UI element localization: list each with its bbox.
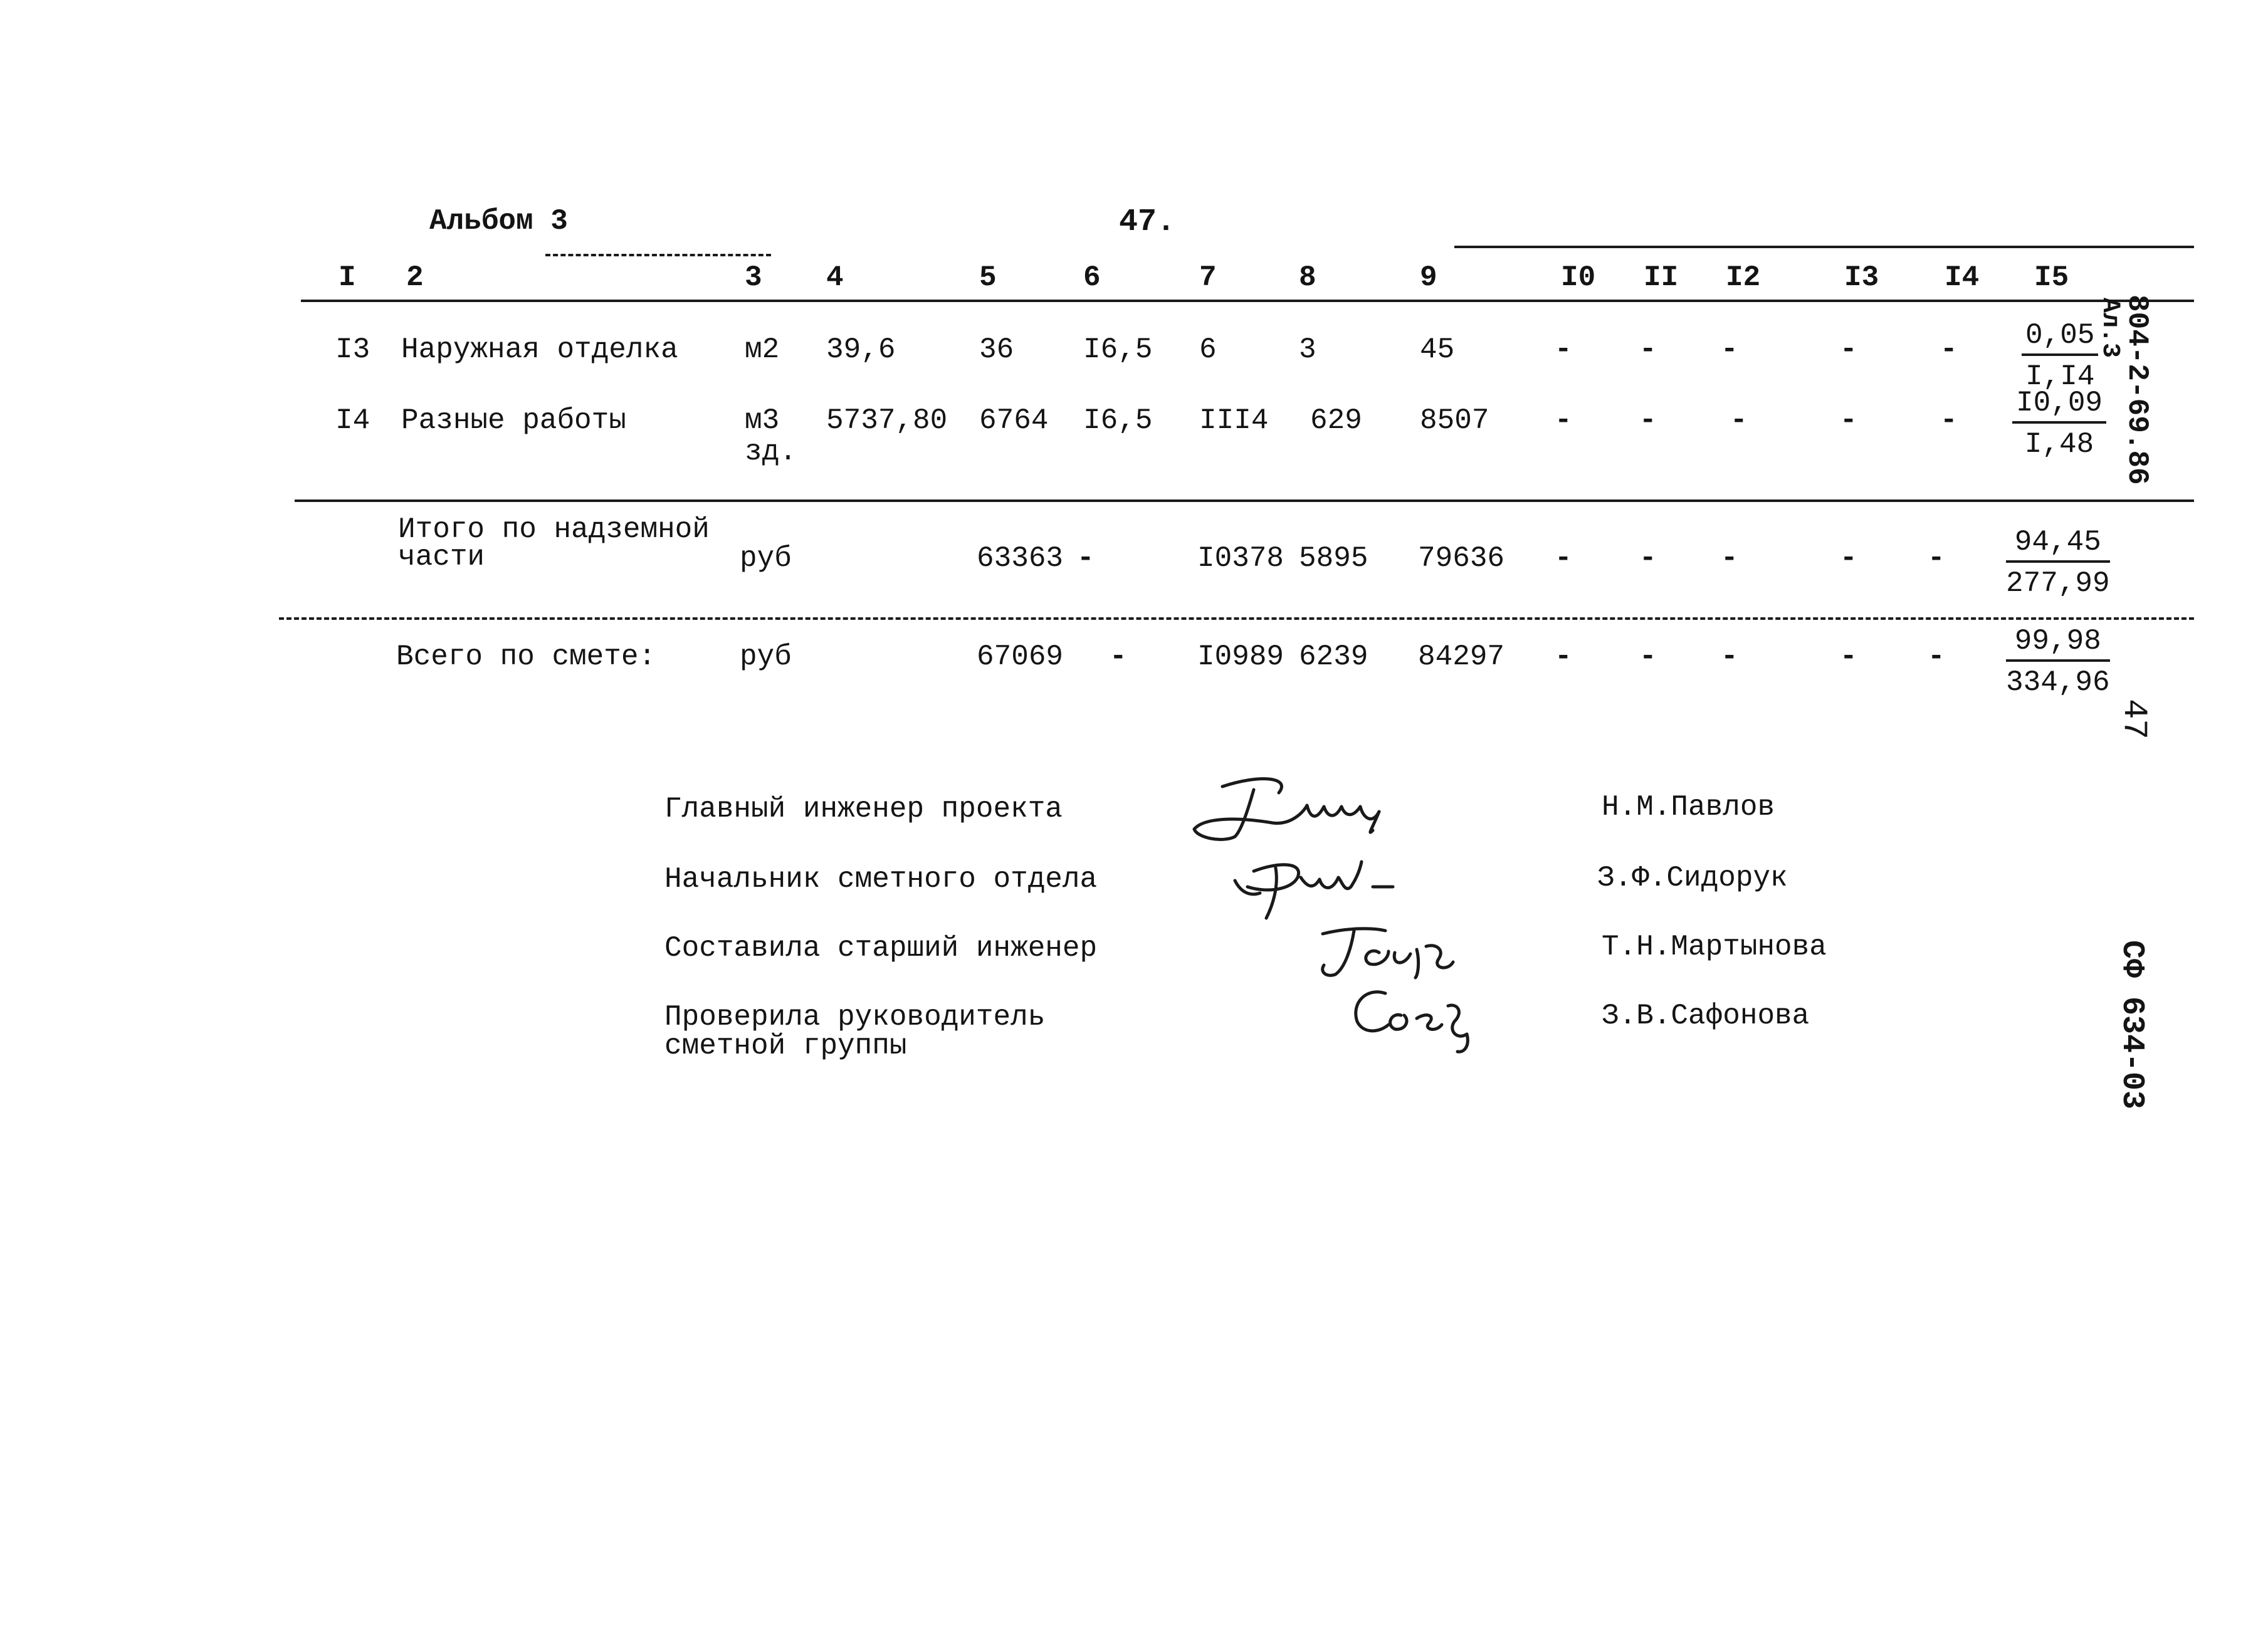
signatory-name: З.В.Сафонова: [1602, 1000, 1810, 1032]
row-name: Разные работы: [401, 404, 626, 437]
total-col13: -: [1840, 640, 1857, 673]
col-header-14: I4: [1945, 261, 1980, 294]
row-number: I3: [335, 333, 370, 366]
cell-col13: -: [1840, 404, 1857, 437]
col-header-13: I3: [1844, 261, 1879, 294]
handwritten-signature-3: [1310, 915, 1473, 984]
total-col7: I0989: [1197, 640, 1284, 673]
section-rule: [295, 499, 2194, 502]
col-header-2: 2: [406, 261, 424, 294]
cell-col11: -: [1639, 404, 1657, 437]
fraction-denominator: 277,99: [2006, 567, 2110, 600]
cell-col4: 39,6: [826, 333, 896, 366]
subtotal-col5: 63363: [977, 542, 1064, 575]
fraction-numerator: 94,45: [2006, 528, 2110, 563]
subtotal-col14: -: [1928, 542, 1945, 575]
header-top-rule: [1454, 246, 2194, 248]
col-header-9: 9: [1420, 261, 1437, 294]
total-col11: -: [1639, 640, 1657, 673]
col-header-12: I2: [1726, 261, 1761, 294]
col-header-11: II: [1644, 261, 1679, 294]
cell-col9: 8507: [1420, 404, 1489, 437]
total-col10: -: [1555, 640, 1572, 673]
cell-col11: -: [1639, 333, 1657, 366]
subtotal-col12: -: [1721, 542, 1738, 575]
subtotal-col9: 79636: [1418, 542, 1505, 575]
header-top-rule-dashed: [545, 254, 771, 256]
subtotal-label-line1: Итого по надземной: [398, 513, 710, 546]
total-col8: 6239: [1299, 640, 1368, 673]
signature-role: Главный инженер проекта: [664, 793, 1063, 825]
signatory-name: З.Ф.Сидорук: [1597, 862, 1788, 894]
side-page: 47: [2114, 699, 2153, 740]
cell-col10: -: [1555, 404, 1572, 437]
col-header-5: 5: [979, 261, 997, 294]
handwritten-signature-1: [1185, 768, 1410, 849]
fraction-denominator: 334,96: [2006, 666, 2110, 699]
total-col12: -: [1721, 640, 1738, 673]
cell-col6: I6,5: [1083, 333, 1153, 366]
signature-role-line1: Проверила руководитель: [664, 1001, 1046, 1033]
fraction-numerator: 0,05: [2022, 321, 2098, 356]
signature-role: Составила старший инженер: [664, 932, 1098, 965]
handwritten-signature-4: [1341, 978, 1479, 1059]
side-stamp: СФ 634-03: [2114, 940, 2150, 1110]
fraction-denominator: I,48: [2024, 428, 2094, 461]
cell-col13: -: [1840, 333, 1857, 366]
total-label: Всего по смете:: [396, 640, 656, 673]
side-album-mark: [2097, 298, 2122, 358]
side-stamp-mark: [2114, 940, 2150, 1110]
col-header-6: 6: [1083, 261, 1101, 294]
subtotal-unit: руб: [740, 542, 792, 575]
total-unit: руб: [740, 640, 792, 673]
total-col9: 84297: [1418, 640, 1505, 673]
cell-col4: 5737,80: [826, 404, 948, 437]
subtotal-col13: -: [1840, 542, 1857, 575]
col-header-7: 7: [1199, 261, 1217, 294]
signatory-name: Н.М.Павлов: [1602, 791, 1775, 823]
cell-col7: 6: [1199, 333, 1217, 366]
page-number: 47.: [1119, 204, 1176, 240]
cell-col15-fraction: [2022, 321, 2098, 391]
row-unit: м3: [745, 404, 780, 437]
cell-col8: 629: [1310, 404, 1362, 437]
total-col5: 67069: [977, 640, 1064, 673]
cell-col9: 45: [1420, 333, 1455, 366]
header-bottom-rule: [301, 300, 2194, 302]
subtotal-col7: I0378: [1197, 542, 1284, 575]
section-rule-dashed: [279, 617, 2194, 620]
fraction-numerator: I0,09: [2012, 389, 2106, 424]
subtotal-col15-fraction: [2006, 528, 2110, 598]
row-name: Наружная отделка: [401, 333, 678, 366]
cell-col5: 36: [979, 333, 1014, 366]
cell-col5: 6764: [979, 404, 1049, 437]
cell-col6: I6,5: [1083, 404, 1153, 437]
cell-col8: 3: [1299, 333, 1316, 366]
col-header-4: 4: [826, 261, 844, 294]
subtotal-col8: 5895: [1299, 542, 1368, 575]
subtotal-col10: -: [1555, 542, 1572, 575]
total-col14: -: [1928, 640, 1945, 673]
album-label: Альбом 3: [429, 205, 568, 238]
side-code-mark: [2123, 295, 2151, 485]
subtotal-col6: -: [1077, 542, 1095, 575]
cell-col7: III4: [1199, 404, 1269, 437]
row-unit: м2: [745, 333, 780, 366]
side-album: Ал.3: [2096, 298, 2124, 358]
col-header-15: I5: [2034, 261, 2069, 294]
cell-col12: -: [1721, 333, 1738, 366]
subtotal-col11: -: [1639, 542, 1657, 575]
total-col15-fraction: [2006, 627, 2110, 697]
col-header-8: 8: [1299, 261, 1316, 294]
cell-col12: -: [1730, 404, 1748, 437]
col-header-3: 3: [745, 261, 762, 294]
subtotal-label-line2: части: [398, 541, 485, 573]
total-col6: -: [1110, 640, 1127, 673]
col-header-1: I: [339, 261, 356, 294]
signature-role: Начальник сметного отдела: [664, 863, 1098, 896]
signature-role-line2: сметной группы: [664, 1030, 907, 1062]
row-number: I4: [335, 404, 370, 437]
fraction-numerator: 99,98: [2006, 627, 2110, 662]
fraction-denominator: I,I4: [2025, 360, 2095, 393]
cell-col14: -: [1940, 333, 1958, 366]
cell-col10: -: [1555, 333, 1572, 366]
cell-col14: -: [1940, 404, 1958, 437]
side-code: 804-2-69.86: [2121, 295, 2153, 485]
side-page-mark: [2114, 699, 2153, 740]
row-unit-suffix: зд.: [745, 436, 797, 468]
cell-col15-fraction: [2012, 389, 2106, 459]
signatory-name: Т.Н.Мартынова: [1602, 931, 1827, 963]
col-header-10: I0: [1561, 261, 1596, 294]
